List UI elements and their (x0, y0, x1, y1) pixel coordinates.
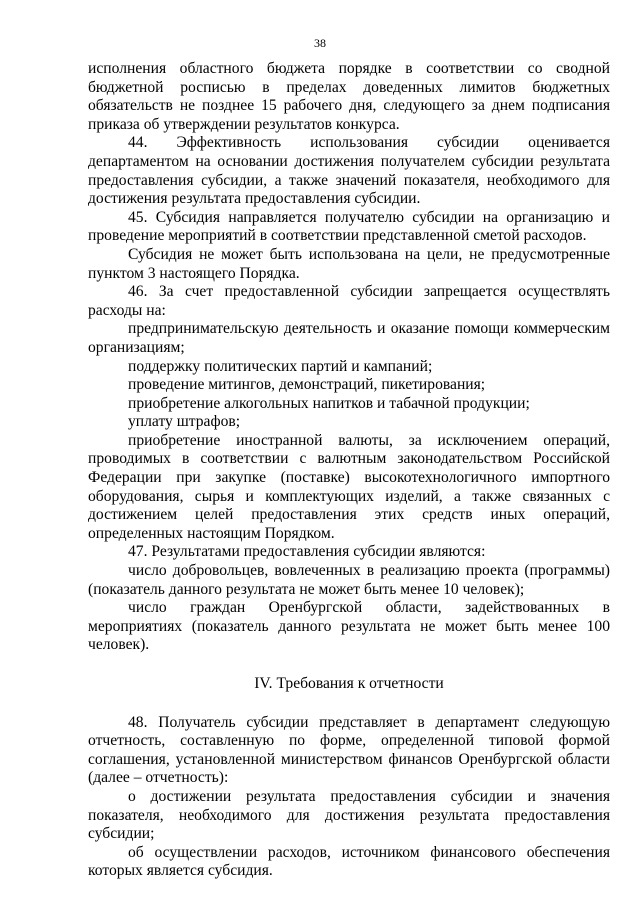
paragraph-46-item-5: уплату штрафов; (128, 413, 241, 431)
paragraph-47: 47. Результатами предоставления субсидии являются: (128, 543, 486, 561)
paragraph-44: 44. Эффективность использования субсидии оценивается департаментом на основании достижения получателем субсидии результата предоставления субсидии, а также значений показателя, необходимого для достижения результата предоставления субсидии. (88, 134, 610, 208)
paragraph-47-item-2: число граждан Оренбургской области, задействованных в мероприятиях (показатель данного результата не может быть менее 100 человек). (88, 599, 610, 654)
page-number: 38 (314, 36, 326, 50)
paragraph-45-note: Субсидия не может быть использована на цели, не предусмотренные пунктом 3 настоящего Порядка. (88, 245, 610, 282)
paragraph-45: 45. Субсидия направляется получателю субсидии на организацию и проведение мероприятий в соответствии представленной сметой расходов. (88, 208, 610, 245)
paragraph-46-item-4: приобретение алкогольных напитков и табачной продукции; (128, 394, 530, 412)
paragraph-48: 48. Получатель субсидии представляет в департамент следующую отчетность, составленную по форме, определенной типовой формой соглашения, установленной министерством финансов Оренбургской области (далее – отчетность): (88, 713, 610, 787)
paragraph-47-item-1: число добровольцев, вовлеченных в реализацию проекта (программы) (показатель данного результата не может быть менее 10 человек); (88, 562, 610, 598)
paragraph-48-item-2: об осуществлении расходов, источником финансового обеспечения которых является субсидия. (88, 843, 610, 880)
paragraph-48-item-1: о достижении результата предоставления субсидии и значения показателя, необходимого для достижения результата предоставления субсидии; (88, 787, 610, 843)
document-body (88, 60, 610, 881)
paragraph-46-item-2: поддержку политических партий и кампаний; (128, 357, 433, 375)
paragraph-46-item-3: проведение митингов, демонстраций, пикетирования; (128, 376, 486, 394)
section-heading: IV. Требования к отчетности (254, 675, 444, 692)
paragraph-continuation: исполнения областного бюджета порядке в соответствии со сводной бюджетной росписью в пределах доведенных лимитов бюджетных обязательств не позднее 15 рабочего дня, следующего за днем подписания приказа об утверждении результатов конкурса. (88, 60, 610, 133)
paragraph-46: 46. За счет предоставленной субсидии запрещается осуществлять расходы на: (88, 283, 610, 319)
paragraph-46-item-6: приобретение иностранной валюты, за исключением операций, проводимых в соответствии с валютным законодательством Российской Федерации при закупке (поставке) высокотехнологичного импортного оборудования, сырья и комплектующих изделий, а также связанных с достижением целей предоставления этих средств иных операций, определенных настоящим Порядком. (88, 431, 610, 542)
paragraph-46-item-1: предпринимательскую деятельность и оказание помощи коммерческим организациям; (88, 320, 610, 356)
